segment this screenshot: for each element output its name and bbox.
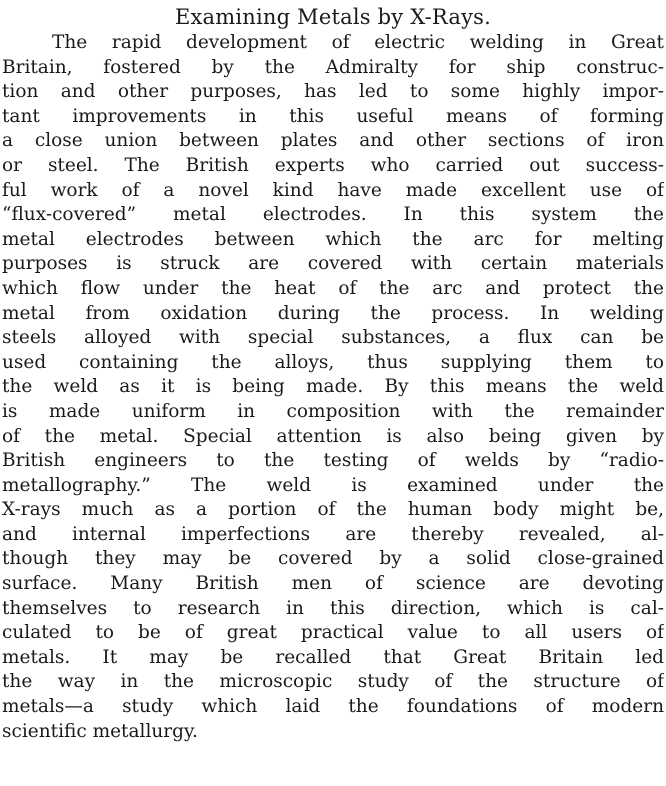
article-line-28: metals—a study which laid the foundations of modern — [2, 696, 664, 718]
article-line-23: surface. Many British men of science are devoting — [2, 573, 664, 595]
article-line-25: culated to be of great practical value to all users of — [2, 622, 664, 644]
article-line-27: the way in the microscopic study of the structure of — [2, 671, 664, 693]
article-line-9: metal electrodes between which the arc for melting — [2, 228, 664, 250]
article-line-3: tion and other purposes, has led to some highly impor- — [2, 81, 664, 103]
article-line-2: Britain, fostered by the Admiralty for ship construc- — [2, 56, 664, 78]
article-line-8: “flux-covered” metal electrodes. In this system the — [2, 204, 664, 226]
article-title: Examining Metals by X-Rays. — [174, 5, 492, 29]
article-line-16: is made uniform in composition with the remainder — [2, 400, 664, 422]
article-line-1: The rapid development of electric welding in Great — [52, 32, 664, 53]
article-line-19: metallography.” The weld is examined under the — [2, 474, 664, 496]
article-line-29: scientific metallurgy. — [2, 720, 198, 742]
article-line-12: metal from oxidation during the process. In welding — [2, 302, 664, 324]
article-line-21: and internal imperfections are thereby revealed, al- — [2, 523, 664, 545]
article-body — [2, 31, 664, 744]
article-line-26: metals. It may be recalled that Great Britain led — [2, 646, 664, 668]
article-line-17: of the metal. Special attention is also being given by — [2, 425, 664, 447]
article-line-7: ful work of a novel kind have made excellent use of — [2, 179, 664, 201]
article-line-5: a close union between plates and other sections of iron — [2, 130, 664, 152]
article-line-13: steels alloyed with special substances, a flux can be — [2, 327, 664, 349]
article-line-22: though they may be covered by a solid close-grained — [2, 548, 664, 570]
article-line-6: or steel. The British experts who carried out success- — [2, 154, 664, 176]
article-line-18: British engineers to the testing of welds by “radio- — [2, 450, 664, 472]
article-line-15: the weld as it is being made. By this means the weld — [2, 376, 664, 398]
article-line-14: used containing the alloys, thus supplying them to — [2, 351, 664, 373]
article-line-10: purposes is struck are covered with certain materials — [2, 253, 664, 275]
article-line-11: which flow under the heat of the arc and protect the — [2, 277, 664, 299]
article-line-4: tant improvements in this useful means of forming — [2, 105, 664, 127]
article-line-20: X-rays much as a portion of the human body might be, — [2, 499, 664, 521]
article-line-24: themselves to research in this direction, which is cal- — [2, 597, 664, 619]
